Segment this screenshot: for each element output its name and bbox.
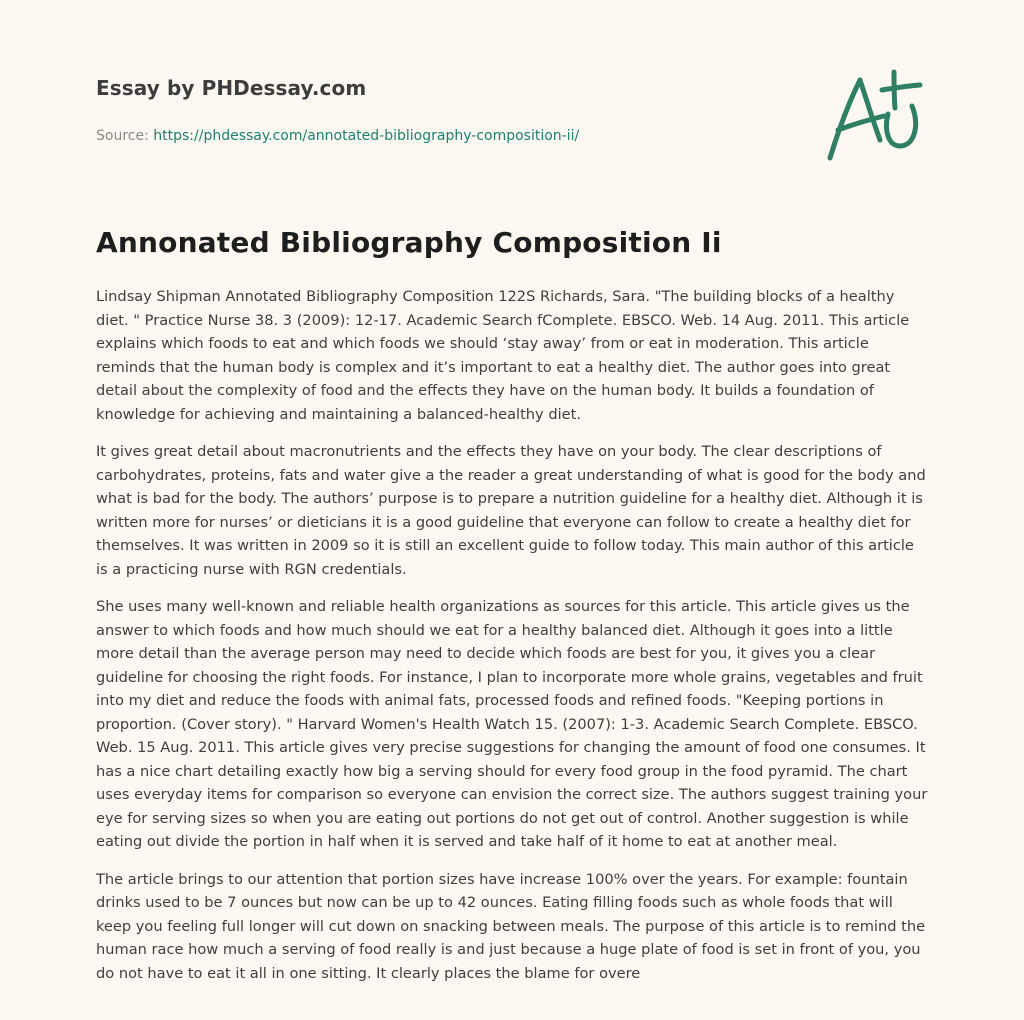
source-label: Source: <box>96 128 154 144</box>
article-paragraph: The article brings to our attention that portion sizes have increase 100% over the years. For example: fountain drinks used to be 7 ounces but now can be up to 42 ounces. Eating filling foods such as whole foods that will keep you feeling full longer will cut down on snacking between meals. The purpose of this article is to remind the human race how much a serving of food really is and just because a huge plate of food is set in front of you, you do not have to eat it all in one sitting. It clearly places the blame for overe <box>96 870 926 982</box>
source-link[interactable]: https://phdessay.com/annotated-bibliography-composition-ii/ <box>153 128 580 144</box>
article-paragraph: It gives great detail about macronutrients and the effects they have on your body. The clear descriptions of carbohydrates, proteins, fats and water give a the reader a great understanding of what is good for the body and what is bad for the body. The authors’ purpose is to prepare a nutrition guideline for a healthy diet. Although it is written more for nurses’ or dieticians it is a good guideline that everyone can follow to create a healthy diet for themselves. It was written in 2009 so it is still an excellent guide to follow today. This main author of this article is a practicing nurse with RGN credentials. <box>96 443 926 578</box>
page-header <box>96 76 796 144</box>
source-line <box>96 128 796 144</box>
site-title: Essay by PHDessay.com <box>96 76 367 100</box>
article-paragraph: She uses many well-known and reliable health organizations as sources for this article. This article gives us the answer to which foods and how much should we eat for a healthy balanced diet. Although it goes into a little more detail than the average person may need to decide which foods are best for you, it gives you a clear guideline for choosing the right foods. For instance, I plan to incorporate more whole grains, vegetables and fruit into my diet and reduce the foods with animal fats, processed foods and refined foods. "Keeping portions in proportion. (Cover story). " Harvard Women's Health Watch 15. (2007): 1-3. Academic Search Complete. EBSCO. Web. 15 Aug. 2011. This article gives very precise suggestions for changing the amount of food one consumes. It has a nice chart detailing exactly how big a serving should for every food group in the food pyramid. The chart uses everyday items for comparison so everyone can envision the correct size. The authors suggest training your eye for serving sizes so when you are eating out portions do not get out of control. Another suggestion is while eating out divide the portion in half when it is served and take half of it home to eat at another meal. <box>96 598 928 850</box>
a-plus-logo-icon <box>822 66 930 166</box>
article-paragraph: Lindsay Shipman Annotated Bibliography Composition 122S Richards, Sara. "The building blocks of a healthy diet. " Practice Nurse 38. 3 (2009): 12-17. Academic Search fComplete. EBSCO. Web. 14 Aug. 2011. This article explains which foods to eat and which foods we should ‘stay away’ from or eat in moderation. This article reminds that the human body is complex and it’s important to eat a healthy diet. The author goes into great detail about the complexity of food and the effects they have on the human body. It builds a foundation of knowledge for achieving and maintaining a balanced-healthy diet. <box>96 288 910 423</box>
article <box>96 226 930 999</box>
page-title: Annonated Bibliography Composition Ii <box>96 226 722 259</box>
